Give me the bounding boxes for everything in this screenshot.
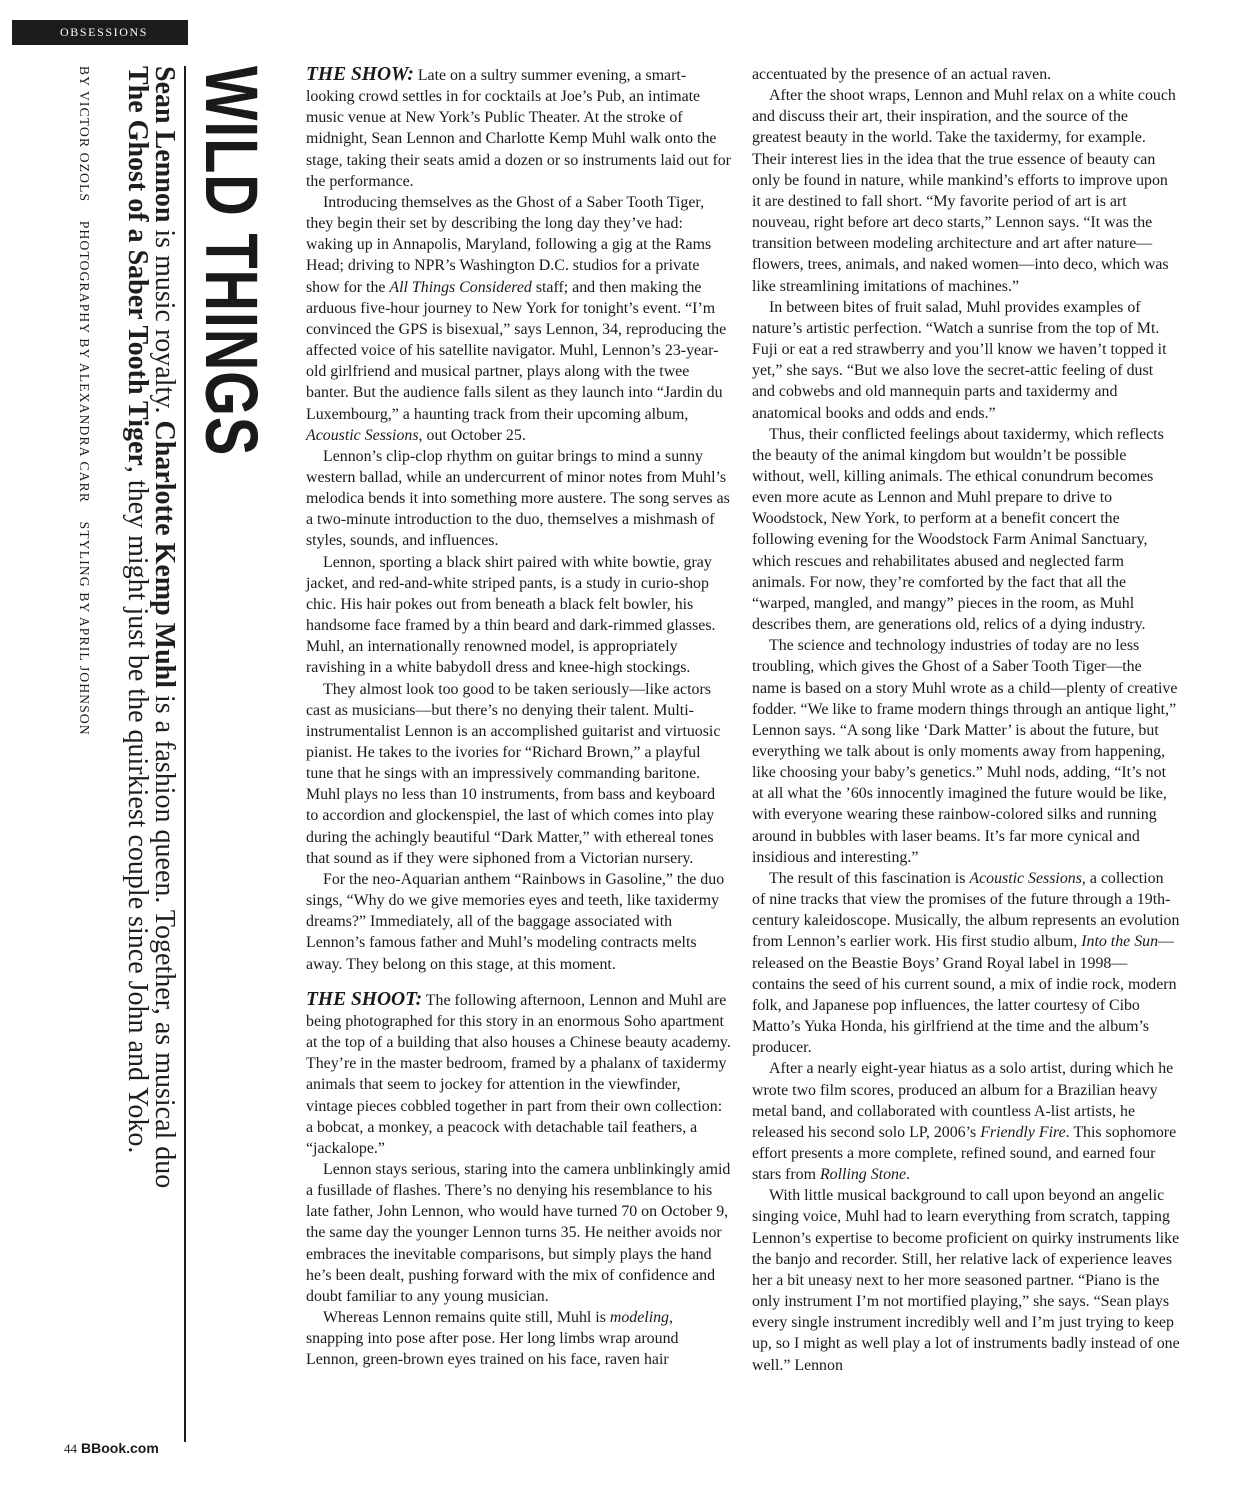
paragraph: Whereas Lennon remains quite still, Muhl is modeling, snapping into pose after pose. Her long limbs wrap around Lennon, green-brown eyes trained on his face, raven hair: [306, 1309, 679, 1369]
photography-credit: PHOTOGRAPHY BY ALEXANDRA CARR: [77, 220, 92, 504]
styling-credit: STYLING BY APRIL JOHNSON: [77, 521, 92, 736]
section-lead-shoot: THE SHOOT: [306, 988, 416, 1010]
paragraph: THE SHOOT: The following afternoon, Lennon and Muhl are being photographed for this story in an enormous Soho apartment at the top of a building that also houses a Chinese beauty academy. They’re in the master bedroom, framed by a phalanx of taxidermy animals that seem to jockey for attention in the viewfinder, vintage pieces cobbled together in part from their own collection: a bobcat, a monkey, a peacock with detachable tail feathers, a “jackalope.”: [306, 988, 731, 1157]
article-column-2: [752, 64, 1180, 1376]
paragraph: With little musical background to call upon beyond an angelic singing voice, Muhl had to learn everything from scratch, tapping Lennon’s expertise to become proficient on quirky instruments like the banjo and recorder. Still, her relative lack of experience leaves her a bit uneasy next to her more seasoned partner. “Piano is the only instrument I’m not mortified playing,” she says. “Sean plays every single instrument incredibly well and I’m just trying to keep up, so I might as well play a lot of instruments badly instead of one well.” Lennon: [752, 1187, 1180, 1374]
headline: WILD THINGS: [190, 66, 273, 457]
deck-line-2: [123, 66, 151, 1153]
page-number: 44: [64, 1441, 77, 1456]
deck-name-charlotte: Charlotte Kemp Muhl: [149, 420, 180, 688]
paragraph: Lennon, sporting a black shirt paired with white bowtie, gray jacket, and red-and-white striped pants, is a study in curio-shop chic. His hair pokes out from beneath a black felt bowler, his handsome face framed by a thin beard and dark-rimmed glasses. Muhl, an internationally renowned model, is appropriately ravishing in a white babydoll dress and knee-high stockings.: [306, 553, 716, 677]
site-name: BBook.com: [81, 1440, 159, 1456]
paragraph: After a nearly eight-year hiatus as a solo artist, during which he wrote two film scores, produced an album for a Brazilian heavy metal band, and collaborated with countless A-list artists, he released his second solo LP, 2006’s Friendly Fire. This sophomore effort presents a more complete, refined sound, and earned four stars from Rolling Stone.: [752, 1060, 1177, 1184]
paragraph: Thus, their conflicted feelings about taxidermy, which reflects the beauty of the animal kingdom but wouldn’t be possible without, well, killing animals. The ethical conundrum becomes even more acute as Lennon and Muhl prepare to drive to Woodstock, New York, to perform at a benefit concert the following evening for the Woodstock Farm Animal Sanctuary, which rescues and rehabilitates abused and neglected farm animals. For now, they’re comforted by the fact that all the “warped, mangled, and mangy” pieces in the room, as Muhl describes them, are generations old, relics of a dying industry.: [752, 425, 1164, 634]
deck-text: is music royalty.: [149, 222, 180, 421]
article-column-1: [306, 64, 731, 1371]
paragraph: Lennon stays serious, staring into the camera unblinkingly amid a fusillade of flashes. There’s no denying his resemblance to his late father, John Lennon, who would have turned 70 on October 9, the same day the younger Lennon turns 35. He neither avoids nor embraces the inevitable comparisons, but simply plays the hand he’s been dealt, pushing forward with the mix of confidence and doubt familiar to any young musician.: [306, 1160, 731, 1305]
paragraph: Introducing themselves as the Ghost of a Saber Tooth Tiger, they begin their set by describing the long day they’ve had: waking up in Annapolis, Maryland, following a gig at the Rams Head; driving to NPR’s Washington D.C. studios for a private show for the All Things Considered staff; and then making the arduous five-hour journey to New York for tonight’s event. “I’m convinced the GPS is bisexual,” says Lennon, 34, reproducing the affected voice of his satellite navigator. Muhl, Lennon’s 23-year-old girlfriend and musical partner, plays along with the twee banter. But the audience falls silent as they launch into “Jardin du Luxembourg,” a haunting track from their upcoming album, Acoustic Sessions, out October 25.: [306, 193, 727, 444]
paragraph: THE SHOW: Late on a sultry summer evening, a smart-looking crowd settles in for cocktails at Joe’s Pub, an intimate music venue at New York’s Public Theater. At the stroke of midnight, Sean Lennon and Charlotte Kemp Muhl walk onto the stage, taking their seats amid a dozen or so instruments laid out for the performance.: [306, 64, 731, 190]
paragraph: Lennon’s clip-clop rhythm on guitar brings to mind a sunny western ballad, while an undercurrent of minor notes from Muhl’s melodica bends it into something more austere. The song serves as a two-minute introduction to the duo, themselves a mishmash of styles, sounds, and influences.: [306, 447, 730, 550]
paragraph: The science and technology industries of today are no less troubling, which gives the Ghost of a Saber Tooth Tiger—the name is based on a story Muhl wrote as a child—plenty of creative fodder. “We like to frame modern things through an antique light,” Lennon says. “A song like ‘Dark Matter’ is about the future, but everything we talk about is only moments away from happening, like choosing your baby’s genetics.” Muhl nods, adding, “It’s not at all what the ’60s innocently imagined the future would be like, with everyone wearing these rainbow-colored silks and running around in bubbles with laser beams. It’s far more cynical and insidious and interesting.”: [752, 637, 1178, 866]
deck-text: is a fashion queen. Together, as musical duo: [149, 688, 180, 1189]
section-lead-show: THE SHOW: [306, 64, 408, 85]
paragraph: In between bites of fruit salad, Muhl provides examples of nature’s artistic perfection. “Watch a sunrise from the top of Mt. Fuji or eat a red strawberry and you’ll know we haven’t topped it yet,” she says. “But we also love the secret-attic feeling of dust and cobwebs and old mannequin parts and taxidermy and anatomical books and odds and ends.”: [752, 298, 1167, 422]
deck-band-name: The Ghost of a Saber Tooth Tiger: [122, 66, 153, 466]
deck-name-sean: Sean Lennon: [149, 66, 180, 223]
deck-line-1: [150, 66, 178, 1188]
section-label: OBSESSIONS: [12, 20, 188, 45]
writer-credit: BY VICTOR OZOLS: [77, 66, 92, 203]
folio: [64, 1440, 159, 1457]
credits: [76, 66, 92, 750]
paragraph: The result of this fascination is Acoustic Sessions, a collection of nine tracks that view the promises of the future through a 19th-century kaleidoscope. Musically, the album represents an evolution from Lennon’s earlier work. His first studio album, Into the Sun—released on the Beastie Boys’ Grand Royal label in 1998—contains the seed of his current sound, a mix of indie rock, modern folk, and Japanese pop influences, the latter courtesy of Cibo Matto’s Yuka Honda, his girlfriend at the time and the album’s producer.: [752, 869, 1180, 1057]
paragraph: For the neo-Aquarian anthem “Rainbows in Gasoline,” the duo sings, “Why do we give memories eyes and teeth, like taxidermy dreams?” Immediately, all of the baggage associated with Lennon’s famous father and Muhl’s modeling contracts melts away. They belong on this stage, at this moment.: [306, 870, 725, 973]
deck-text: , they might just be the quirkiest couple since John and Yoko.: [122, 465, 153, 1154]
vertical-divider: [184, 66, 186, 1442]
paragraph: They almost look too good to be taken seriously—like actors cast as musicians—but there’s no denying their talent. Multi-instrumentalist Lennon is an accomplished guitarist and virtuosic pianist. He takes to the ivories for “Richard Brown,” a playful tune that he sings with an impressively commanding baritone. Muhl plays no less than 10 instruments, from bass and keyboard to accordion and glockenspiel, the last of which comes into play during the achingly beautiful “Dark Matter,” with ethereal tones that sound as if they were siphoned from a Victorian nursery.: [306, 680, 721, 867]
paragraph: accentuated by the presence of an actual raven.: [752, 66, 1052, 83]
paragraph: After the shoot wraps, Lennon and Muhl relax on a white couch and discuss their art, their inspiration, and the source of the greatest beauty in the world. Take the taxidermy, for example. Their interest lies in the idea that the true essence of beauty can only be found in nature, while mankind’s efforts to improve upon it are destined to fall short. “My favorite period of art is art nouveau, right before art deco starts,” Lennon says. “It was the transition between modeling architecture and art after nature—flowers, trees, animals, and naked women—into deco, which was like streamlining imitations of machines.”: [752, 87, 1176, 295]
